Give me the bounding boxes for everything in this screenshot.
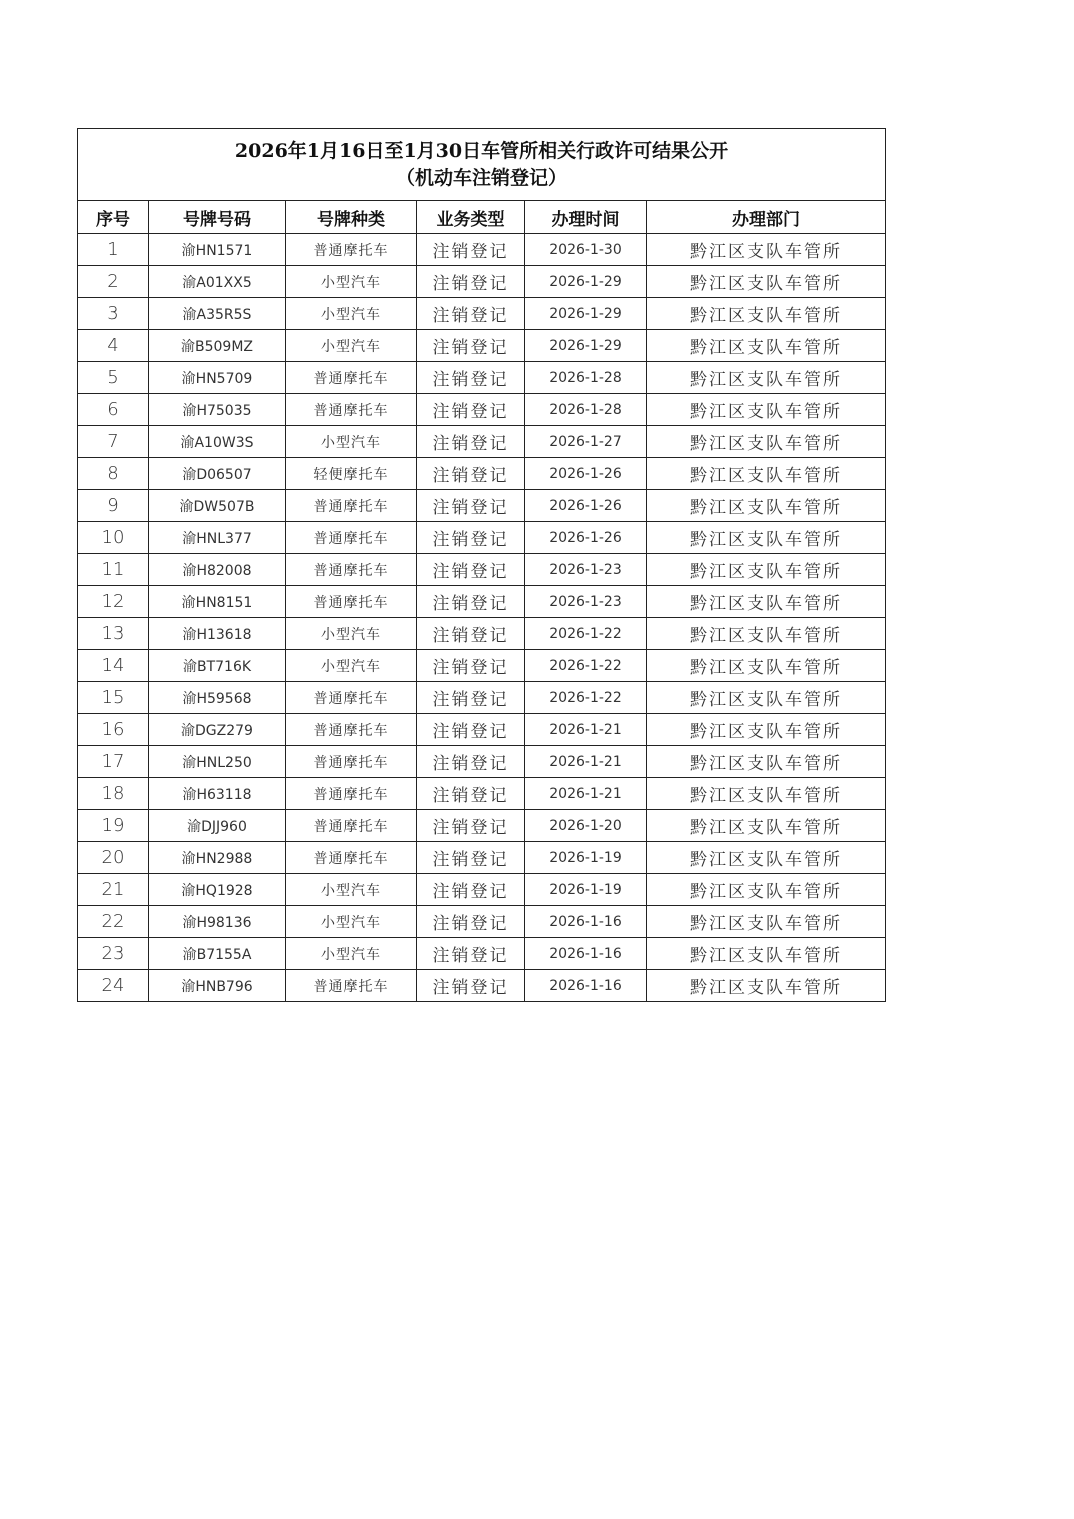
handle-date-cell: 2026-1-19 — [525, 842, 647, 874]
business-type-cell: 注销登记 — [417, 714, 525, 746]
plate-type-cell: 普通摩托车 — [286, 970, 417, 1002]
plate-type-cell: 普通摩托车 — [286, 490, 417, 522]
table-row — [78, 586, 886, 618]
plate-type-cell: 普通摩托车 — [286, 746, 417, 778]
row-index-cell: 2 — [78, 266, 149, 298]
plate-type-cell: 小型汽车 — [286, 618, 417, 650]
row-index-cell: 14 — [78, 650, 149, 682]
row-index-cell: 15 — [78, 682, 149, 714]
department-cell: 黔江区支队车管所 — [647, 874, 886, 906]
department-cell: 黔江区支队车管所 — [647, 394, 886, 426]
handle-date-cell: 2026-1-26 — [525, 458, 647, 490]
table-row — [78, 938, 886, 970]
table-row — [78, 842, 886, 874]
plate-type-cell: 普通摩托车 — [286, 714, 417, 746]
plate-type-cell: 小型汽车 — [286, 650, 417, 682]
row-index-cell: 7 — [78, 426, 149, 458]
handle-date-cell: 2026-1-23 — [525, 586, 647, 618]
plate-type-cell: 小型汽车 — [286, 298, 417, 330]
row-index-cell: 1 — [78, 234, 149, 266]
row-index-cell: 3 — [78, 298, 149, 330]
header-index: 序号 — [78, 201, 149, 234]
business-type-cell: 注销登记 — [417, 266, 525, 298]
department-cell: 黔江区支队车管所 — [647, 426, 886, 458]
handle-date-cell: 2026-1-28 — [525, 362, 647, 394]
table-row — [78, 682, 886, 714]
business-type-cell: 注销登记 — [417, 330, 525, 362]
table-row — [78, 394, 886, 426]
plate-type-cell: 小型汽车 — [286, 906, 417, 938]
table-row — [78, 298, 886, 330]
handle-date-cell: 2026-1-21 — [525, 714, 647, 746]
handle-date-cell: 2026-1-22 — [525, 650, 647, 682]
department-cell: 黔江区支队车管所 — [647, 842, 886, 874]
table-row — [78, 426, 886, 458]
plate-type-cell: 小型汽车 — [286, 330, 417, 362]
plate-number-cell: 渝HN8151 — [149, 586, 286, 618]
plate-number-cell: 渝H82008 — [149, 554, 286, 586]
table-row — [78, 746, 886, 778]
department-cell: 黔江区支队车管所 — [647, 970, 886, 1002]
row-index-cell: 21 — [78, 874, 149, 906]
department-cell: 黔江区支队车管所 — [647, 330, 886, 362]
row-index-cell: 12 — [78, 586, 149, 618]
business-type-cell: 注销登记 — [417, 778, 525, 810]
handle-date-cell: 2026-1-22 — [525, 682, 647, 714]
plate-number-cell: 渝DJJ960 — [149, 810, 286, 842]
table-row — [78, 554, 886, 586]
department-cell: 黔江区支队车管所 — [647, 778, 886, 810]
department-cell: 黔江区支队车管所 — [647, 618, 886, 650]
department-cell: 黔江区支队车管所 — [647, 234, 886, 266]
row-index-cell: 9 — [78, 490, 149, 522]
table-row — [78, 810, 886, 842]
handle-date-cell: 2026-1-30 — [525, 234, 647, 266]
row-index-cell: 20 — [78, 842, 149, 874]
row-index-cell: 23 — [78, 938, 149, 970]
business-type-cell: 注销登记 — [417, 586, 525, 618]
department-cell: 黔江区支队车管所 — [647, 522, 886, 554]
handle-date-cell: 2026-1-16 — [525, 906, 647, 938]
handle-date-cell: 2026-1-16 — [525, 938, 647, 970]
header-department: 办理部门 — [647, 201, 886, 234]
department-cell: 黔江区支队车管所 — [647, 458, 886, 490]
plate-number-cell: 渝HQ1928 — [149, 874, 286, 906]
title-main: 2026年1月16日至1月30日车管所相关行政许可结果公开 — [234, 139, 729, 162]
plate-type-cell: 普通摩托车 — [286, 842, 417, 874]
plate-number-cell: 渝HN5709 — [149, 362, 286, 394]
registration-cancellation-table — [77, 128, 886, 1002]
row-index-cell: 24 — [78, 970, 149, 1002]
department-cell: 黔江区支队车管所 — [647, 714, 886, 746]
business-type-cell: 注销登记 — [417, 554, 525, 586]
row-index-cell: 4 — [78, 330, 149, 362]
business-type-cell: 注销登记 — [417, 522, 525, 554]
row-index-cell: 11 — [78, 554, 149, 586]
plate-number-cell: 渝HNL377 — [149, 522, 286, 554]
plate-type-cell: 普通摩托车 — [286, 778, 417, 810]
handle-date-cell: 2026-1-29 — [525, 298, 647, 330]
plate-number-cell: 渝A10W3S — [149, 426, 286, 458]
row-index-cell: 8 — [78, 458, 149, 490]
row-index-cell: 6 — [78, 394, 149, 426]
row-index-cell: 16 — [78, 714, 149, 746]
department-cell: 黔江区支队车管所 — [647, 554, 886, 586]
plate-type-cell: 普通摩托车 — [286, 586, 417, 618]
plate-type-cell: 小型汽车 — [286, 266, 417, 298]
table-row — [78, 490, 886, 522]
business-type-cell: 注销登记 — [417, 426, 525, 458]
table-row — [78, 778, 886, 810]
department-cell: 黔江区支队车管所 — [647, 490, 886, 522]
department-cell: 黔江区支队车管所 — [647, 362, 886, 394]
handle-date-cell: 2026-1-29 — [525, 330, 647, 362]
plate-type-cell: 普通摩托车 — [286, 394, 417, 426]
row-index-cell: 13 — [78, 618, 149, 650]
row-index-cell: 17 — [78, 746, 149, 778]
plate-number-cell: 渝DW507B — [149, 490, 286, 522]
handle-date-cell: 2026-1-16 — [525, 970, 647, 1002]
business-type-cell: 注销登记 — [417, 362, 525, 394]
business-type-cell: 注销登记 — [417, 842, 525, 874]
plate-number-cell: 渝H75035 — [149, 394, 286, 426]
plate-number-cell: 渝A35R5S — [149, 298, 286, 330]
business-type-cell: 注销登记 — [417, 298, 525, 330]
plate-number-cell: 渝HNL250 — [149, 746, 286, 778]
plate-type-cell: 轻便摩托车 — [286, 458, 417, 490]
business-type-cell: 注销登记 — [417, 810, 525, 842]
title-subtitle: （机动车注销登记） — [396, 166, 568, 189]
table-body — [78, 234, 886, 1002]
plate-type-cell: 普通摩托车 — [286, 522, 417, 554]
header-business-type: 业务类型 — [417, 201, 525, 234]
table-row — [78, 362, 886, 394]
handle-date-cell: 2026-1-26 — [525, 490, 647, 522]
plate-type-cell: 普通摩托车 — [286, 682, 417, 714]
department-cell: 黔江区支队车管所 — [647, 266, 886, 298]
handle-date-cell: 2026-1-29 — [525, 266, 647, 298]
business-type-cell: 注销登记 — [417, 938, 525, 970]
handle-date-cell: 2026-1-19 — [525, 874, 647, 906]
plate-type-cell: 小型汽车 — [286, 938, 417, 970]
plate-number-cell: 渝HN2988 — [149, 842, 286, 874]
header-plate-type: 号牌种类 — [286, 201, 417, 234]
table-title — [78, 129, 886, 201]
department-cell: 黔江区支队车管所 — [647, 650, 886, 682]
row-index-cell: 5 — [78, 362, 149, 394]
business-type-cell: 注销登记 — [417, 458, 525, 490]
row-index-cell: 22 — [78, 906, 149, 938]
plate-type-cell: 普通摩托车 — [286, 362, 417, 394]
department-cell: 黔江区支队车管所 — [647, 586, 886, 618]
header-handle-date: 办理时间 — [525, 201, 647, 234]
plate-number-cell: 渝HN1571 — [149, 234, 286, 266]
plate-number-cell: 渝H13618 — [149, 618, 286, 650]
business-type-cell: 注销登记 — [417, 490, 525, 522]
business-type-cell: 注销登记 — [417, 618, 525, 650]
plate-number-cell: 渝H59568 — [149, 682, 286, 714]
business-type-cell: 注销登记 — [417, 970, 525, 1002]
handle-date-cell: 2026-1-21 — [525, 746, 647, 778]
department-cell: 黔江区支队车管所 — [647, 906, 886, 938]
header-row — [78, 201, 886, 234]
handle-date-cell: 2026-1-26 — [525, 522, 647, 554]
row-index-cell: 19 — [78, 810, 149, 842]
handle-date-cell: 2026-1-21 — [525, 778, 647, 810]
plate-type-cell: 小型汽车 — [286, 426, 417, 458]
table-row — [78, 618, 886, 650]
table-row — [78, 714, 886, 746]
department-cell: 黔江区支队车管所 — [647, 682, 886, 714]
plate-number-cell: 渝B509MZ — [149, 330, 286, 362]
plate-type-cell: 小型汽车 — [286, 874, 417, 906]
plate-type-cell: 普通摩托车 — [286, 554, 417, 586]
plate-number-cell: 渝D06507 — [149, 458, 286, 490]
handle-date-cell: 2026-1-22 — [525, 618, 647, 650]
business-type-cell: 注销登记 — [417, 874, 525, 906]
business-type-cell: 注销登记 — [417, 650, 525, 682]
table-row — [78, 458, 886, 490]
table-row — [78, 330, 886, 362]
row-index-cell: 10 — [78, 522, 149, 554]
table-row — [78, 522, 886, 554]
plate-number-cell: 渝BT716K — [149, 650, 286, 682]
department-cell: 黔江区支队车管所 — [647, 938, 886, 970]
business-type-cell: 注销登记 — [417, 234, 525, 266]
table-row — [78, 874, 886, 906]
department-cell: 黔江区支队车管所 — [647, 810, 886, 842]
business-type-cell: 注销登记 — [417, 682, 525, 714]
row-index-cell: 18 — [78, 778, 149, 810]
handle-date-cell: 2026-1-28 — [525, 394, 647, 426]
table-row — [78, 266, 886, 298]
plate-number-cell: 渝HNB796 — [149, 970, 286, 1002]
business-type-cell: 注销登记 — [417, 394, 525, 426]
table-row — [78, 970, 886, 1002]
business-type-cell: 注销登记 — [417, 746, 525, 778]
plate-number-cell: 渝A01XX5 — [149, 266, 286, 298]
plate-type-cell: 普通摩托车 — [286, 810, 417, 842]
handle-date-cell: 2026-1-27 — [525, 426, 647, 458]
plate-number-cell: 渝H63118 — [149, 778, 286, 810]
department-cell: 黔江区支队车管所 — [647, 298, 886, 330]
table-row — [78, 650, 886, 682]
business-type-cell: 注销登记 — [417, 906, 525, 938]
handle-date-cell: 2026-1-20 — [525, 810, 647, 842]
table-row — [78, 234, 886, 266]
plate-type-cell: 普通摩托车 — [286, 234, 417, 266]
plate-number-cell: 渝H98136 — [149, 906, 286, 938]
plate-number-cell: 渝DGZ279 — [149, 714, 286, 746]
department-cell: 黔江区支队车管所 — [647, 746, 886, 778]
handle-date-cell: 2026-1-23 — [525, 554, 647, 586]
header-plate-number: 号牌号码 — [149, 201, 286, 234]
plate-number-cell: 渝B7155A — [149, 938, 286, 970]
table-row — [78, 906, 886, 938]
